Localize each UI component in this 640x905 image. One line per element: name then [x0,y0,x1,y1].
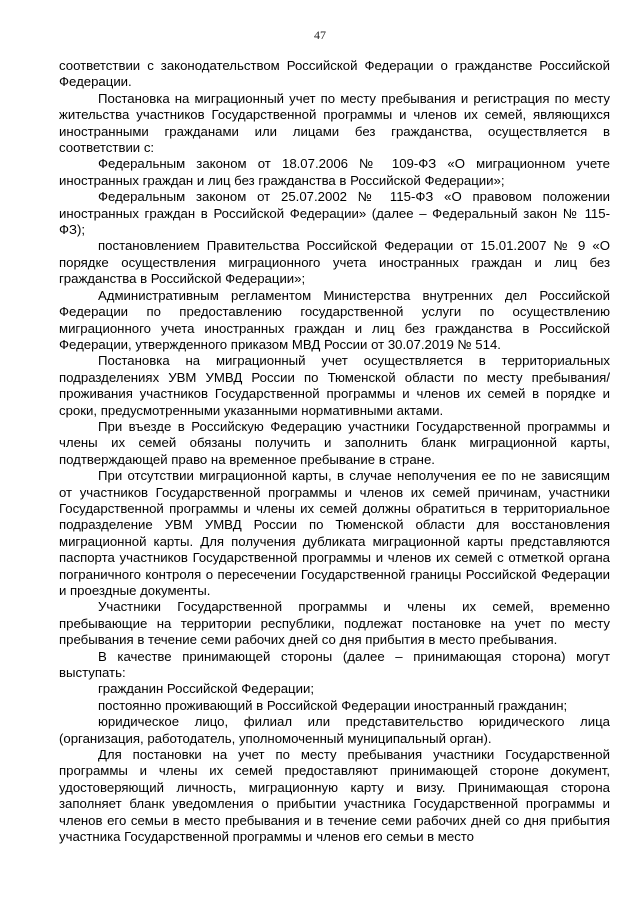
paragraph: Для постановки на учет по месту пребывания участники Государственной программы и члены их семей предоставляют принимающей стороне документ, удостоверяющий личность, миграционную карту и визу. Принимающая сторона заполняет бланк уведомления о прибытии участника Государственной программы и членов его семьи в место пребывания и в течение семи рабочих дней со дня прибытия участника Государственной программы и членов его семьи в место [59,747,610,845]
list-item: постоянно проживающий в Российской Федерации иностранный гражданин; [98,697,568,713]
list-item: Федеральным законом от 18.07.2006 № 109-ФЗ «О миграционном учете иностранных граждан и лиц без гражданства в Российской Федерации»; [59,156,610,188]
list-item: Административным регламентом Министерства внутренних дел Российской Федерации по предоставлению государственной услуги по осуществлению миграционного учета иностранных граждан и лиц без гражданства в Российской Федерации, утвержденного приказом МВД России от 30.07.2019 № 514. [59,287,610,352]
document-body [59,58,610,846]
list-item: гражданин Российской Федерации; [98,681,314,697]
list-item: Федеральным законом от 25.07.2002 № 115-ФЗ «О правовом положении иностранных граждан в Российской Федерации» (далее – Федеральный закон № 115-ФЗ); [59,189,610,238]
paragraph: соответствии с законодательством Российской Федерации о гражданстве Российской Федерации. [59,58,610,90]
list-item: юридическое лицо, филиал или представительство юридического лица (организация, работодатель, уполномоченный муниципальный орган). [59,714,610,746]
paragraph: Постановка на миграционный учет осуществляется в территориальных подразделениях УВМ УМВД России по Тюменской области по месту пребывания/проживания участников Государственной программы и членов их семей в порядке и сроки, предусмотренными указанными нормативными актами. [59,353,610,418]
paragraph: Участники Государственной программы и члены их семей, временно пребывающие на территории республики, подлежат постановке на учет по месту пребывания в течение семи рабочих дней со дня прибытия в место пребывания. [59,599,610,648]
paragraph: Постановка на миграционный учет по месту пребывания и регистрация по месту жительства участников Государственной программы и членов их семей, являющихся иностранными гражданами или лицами без гражданства, осуществляется в соответствии с: [59,90,610,156]
list-item: постановлением Правительства Российской Федерации от 15.01.2007 № 9 «О порядке осуществления миграционного учета иностранных граждан и лиц без гражданства в Российской Федерации»; [59,238,610,287]
paragraph: В качестве принимающей стороны (далее – принимающая сторона) могут выступать: [59,648,610,681]
page-number: 47 [314,28,326,42]
paragraph: При въезде в Российскую Федерацию участники Государственной программы и члены их семей обязаны получить и заполнить бланк миграционной карты, подтверждающей право на временное пребывание в стране. [59,418,610,467]
paragraph: При отсутствии миграционной карты, в случае неполучения ее по не зависящим от участников Государственной программы и членов их семей причинам, участники Государственной программы и члены их семей должны обратиться в территориальное подразделение УВМ УМВД России по Тюменской области для восстановления миграционной карты. Для получения дубликата миграционной карты представляются паспорта участников Государственной программы и членов их семей с отметкой органа пограничного контроля о пересечении Государственной границы Российской Федерации и проездные документы. [59,468,610,598]
